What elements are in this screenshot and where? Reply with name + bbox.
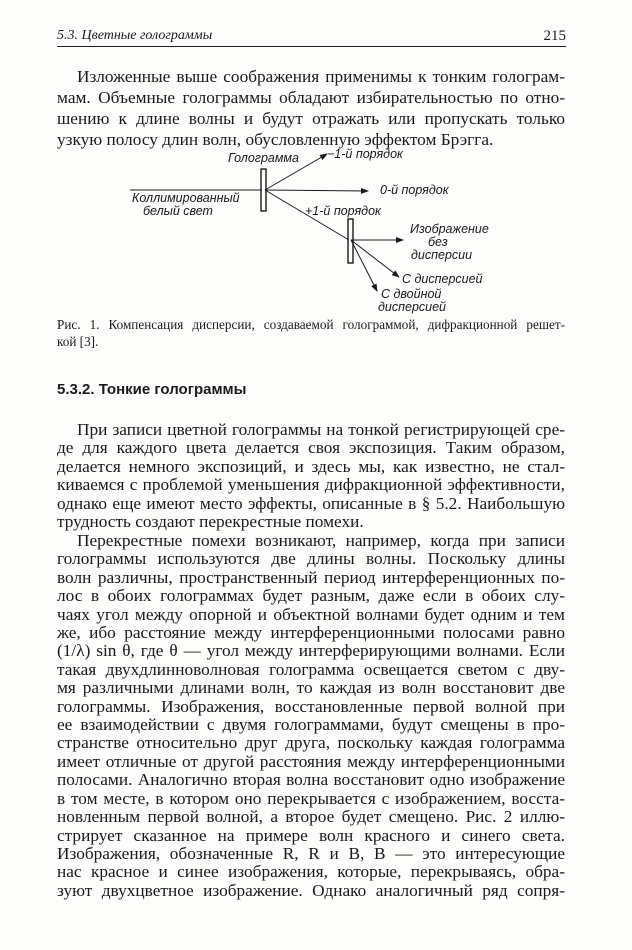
label-plus-first: +1-й порядок — [305, 204, 381, 218]
dispersion-ray — [351, 240, 399, 277]
label-image: Изображение — [410, 222, 489, 236]
text-line: чаях угол между опорной и объектной волнами будет одним и тем — [57, 604, 565, 624]
caption-line: кой [3]. — [57, 334, 99, 349]
label-double: С двойной — [381, 287, 442, 301]
label-zero-order: 0-й порядок — [380, 183, 449, 197]
zero-order-ray — [265, 190, 368, 191]
label-hologram: Голограмма — [228, 151, 299, 165]
text-line: мам. Объемные голограммы обладают избирательностью по отно- — [57, 88, 565, 108]
text-line: странстве относительно друг друга, поскольку каждая голограмма — [57, 733, 565, 753]
label-dispersion: дисперсии — [411, 248, 473, 262]
text-line: мя различными длинами волн, то каждая из волн восстановит две — [57, 678, 565, 698]
text-line: стрирует сказанное на примере волн красного и синего света. — [57, 825, 565, 845]
text-line: киваемся с проблемой уменьшения дифракционной эффективности, — [57, 475, 565, 495]
text-line: трудность создают перекрестные помехи. — [57, 512, 364, 532]
label-minus-first: −1-й порядок — [327, 147, 403, 161]
paragraph-1 — [57, 421, 565, 531]
text-line: делается немного экспозиций, и здесь мы, как известно, не стал- — [57, 456, 565, 476]
text-line: Изображения, обозначенные R, R и B, B — это интересующие — [57, 843, 565, 863]
text-line: голограммы. Изображения, восстановленные первой волной при — [57, 696, 565, 716]
text-line: При записи цветной голограммы на тонкой регистрирующей сре- — [77, 420, 565, 439]
text-line: ее взаимодействии с двумя голограммами, будут смещены в про- — [57, 715, 565, 735]
figure-caption — [57, 316, 565, 350]
text-line: волн различны, пространственный период интерференционных по- — [57, 567, 565, 587]
section-title: 5.3. Цветные голограммы — [57, 28, 213, 43]
label-double-dispersion: дисперсией — [378, 300, 446, 314]
label-with-dispersion: С дисперсией — [402, 272, 483, 286]
text-line: шению к длине волны и будут отражать или пропускать только — [57, 109, 565, 129]
text-line: (1/λ) sin θ, где θ — угол между интерферирующими волнами. Если — [57, 641, 565, 661]
text-line: голограммы используются две длины волны. Поскольку длины — [57, 549, 565, 569]
text-line: зуют двухцветное изображение. Однако аналогичный ряд сопря- — [57, 880, 565, 900]
label-collimated: Коллимированный — [132, 191, 240, 205]
text-line: де для каждого цвета делается своя экспозиция. Таким образом, — [57, 438, 565, 458]
text-line: такая двухдлинноволновая голограмма освещается светом с дву- — [57, 659, 565, 679]
text-line: однако еще имеют место эффекты, описанные в § 5.2. Наибольшую — [57, 493, 565, 513]
text-line: же, ибо расстояние между интерференционными полосами равно — [57, 623, 565, 643]
caption-line: Рис. 1. Компенсация дисперсии, создаваемой голограммой, дифракционной решет- — [57, 317, 565, 332]
page-number: 215 — [543, 28, 566, 44]
text-line: имеет отличные от другой расстояния между интерференционными — [57, 751, 565, 771]
section-heading: 5.3.2. Тонкие голограммы — [57, 381, 247, 398]
label-without: без — [428, 235, 448, 249]
text-line: нас красное и синее изображения, которые, перекрываясь, обра- — [57, 862, 565, 882]
text-line: лос в обоих голограммах будет разным, даже если в обоих слу- — [57, 586, 565, 606]
dispersion-diagram — [0, 0, 632, 320]
text-line: узкую полосу длин волн, обусловленную эффектом Брэгга. — [57, 130, 494, 150]
paragraph-2 — [57, 532, 565, 900]
double-dispersion-ray — [351, 240, 377, 291]
text-line: Перекрестные помехи возникают, например, когда при записи — [77, 531, 565, 550]
text-line: Изложенные выше соображения применимы к тонким голограм- — [77, 67, 565, 86]
label-white-light: белый свет — [143, 204, 213, 218]
text-line: новленным первой волной, а второе будет смещено. Рис. 2 иллю- — [57, 807, 565, 827]
text-line: полосами. Аналогично вторая волна восстановит одно изображение — [57, 770, 565, 790]
text-line: в том месте, в котором оно перекрывается с изображением, восста- — [57, 788, 565, 808]
